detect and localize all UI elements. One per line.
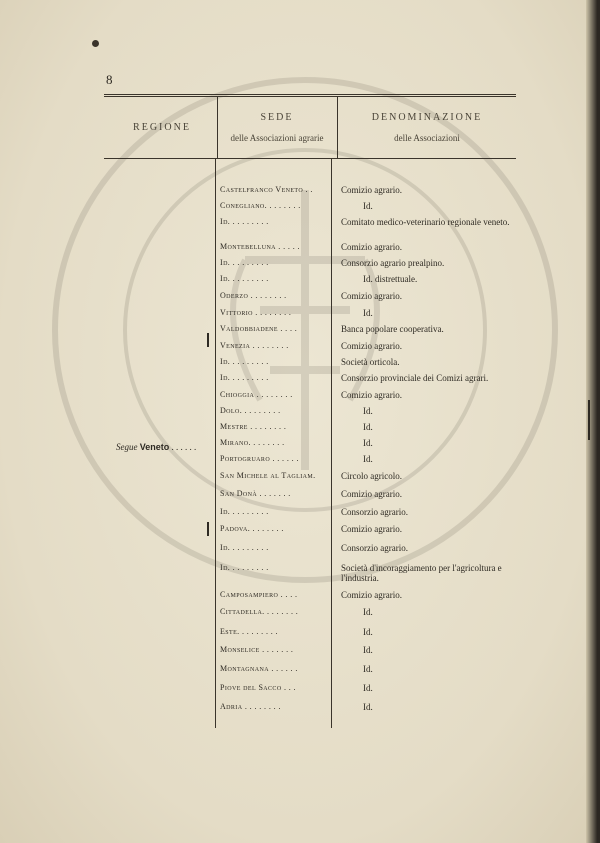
denominazione-cell: Id. distrettuale. <box>363 274 418 284</box>
sede-header-sublabel: delle Associazioni agrarie <box>230 133 324 143</box>
column-divider <box>215 158 216 728</box>
denominazione-header-sublabel: delle Associazioni <box>394 133 460 143</box>
denominazione-cell: Consorzio provinciale dei Comizi agrari. <box>341 373 489 383</box>
sede-cell: Conegliano. . . . . . . . <box>220 201 301 210</box>
regione-header-label: REGIONE <box>133 122 191 133</box>
sede-cell: Id. . . . . . . . . <box>220 357 269 366</box>
table-row <box>220 291 520 309</box>
region-dots: . . . . . . <box>171 442 197 452</box>
margin-mark <box>588 400 590 440</box>
table-top-rule <box>104 94 516 95</box>
sede-cell: San Michele al Tagliam. <box>220 471 316 480</box>
table-row <box>220 607 520 625</box>
table-top-rule-double <box>104 96 516 97</box>
denominazione-header-label: DENOMINAZIONE <box>371 112 483 123</box>
denominazione-cell: Id. <box>363 406 373 416</box>
sede-cell: Castelfranco Veneto . . <box>220 185 313 194</box>
table-row <box>220 324 520 342</box>
sede-cell: Portogruaro . . . . . . <box>220 454 299 463</box>
denominazione-cell: Id. <box>363 454 373 464</box>
region-prefix: Segue <box>116 442 138 452</box>
denominazione-cell: Id. <box>363 645 373 655</box>
sede-cell: Dolo. . . . . . . . . <box>220 406 281 415</box>
table-row <box>220 274 520 292</box>
sede-cell: Vittorio . . . . . . . . <box>220 308 292 317</box>
table-row <box>220 507 520 525</box>
ink-dot <box>92 40 99 47</box>
table-row <box>220 590 520 608</box>
table-row <box>220 543 520 561</box>
denominazione-cell: Consorzio agrario. <box>341 543 408 553</box>
denominazione-cell: Comizio agrario. <box>341 489 402 499</box>
sede-cell: Cittadella. . . . . . . . <box>220 607 299 616</box>
denominazione-cell: Id. <box>363 422 373 432</box>
denominazione-cell: Id. <box>363 607 373 617</box>
denominazione-cell: Comizio agrario. <box>341 341 402 351</box>
margin-mark <box>207 333 209 347</box>
denominazione-cell: Id. <box>363 683 373 693</box>
sede-cell: Id. . . . . . . . . <box>220 507 269 516</box>
denominazione-cell: Comizio agrario. <box>341 185 402 195</box>
denominazione-cell: Comizio agrario. <box>341 390 402 400</box>
denominazione-cell: Id. <box>363 702 373 712</box>
table-row <box>220 471 520 489</box>
sede-cell: Id. . . . . . . . . <box>220 563 269 572</box>
sede-cell: Monselice . . . . . . . <box>220 645 294 654</box>
denominazione-cell: Circolo agricolo. <box>341 471 402 481</box>
sede-cell: Oderzo . . . . . . . . <box>220 291 287 300</box>
sede-cell: Montebelluna . . . . . <box>220 242 300 251</box>
sede-cell: Padova. . . . . . . . <box>220 524 284 533</box>
table-row <box>220 489 520 507</box>
table-row <box>220 645 520 663</box>
region-label <box>116 442 196 452</box>
denominazione-cell: Comizio agrario. <box>341 524 402 534</box>
table-row <box>220 627 520 645</box>
denominazione-cell: Comitato medico-veterinario regionale veneto. <box>341 217 510 227</box>
denominazione-cell: Banca popolare cooperativa. <box>341 324 444 334</box>
sede-cell: San Donà . . . . . . . <box>220 489 291 498</box>
sede-cell: Mirano. . . . . . . . <box>220 438 285 447</box>
column-header-sede <box>218 112 336 143</box>
table-row <box>220 683 520 701</box>
sede-header-label: SEDE <box>260 112 294 123</box>
column-header-regione <box>108 122 216 133</box>
sede-cell: Id. . . . . . . . . <box>220 258 269 267</box>
column-header-denominazione <box>338 112 516 143</box>
denominazione-cell: Id. <box>363 627 373 637</box>
sede-cell: Id. . . . . . . . . <box>220 373 269 382</box>
denominazione-cell: Id. <box>363 308 373 318</box>
denominazione-cell: Id. <box>363 201 373 211</box>
sede-cell: Camposampiero . . . . <box>220 590 298 599</box>
denominazione-cell: Id. <box>363 664 373 674</box>
denominazione-cell: Id. <box>363 438 373 448</box>
margin-mark <box>207 522 209 536</box>
denominazione-cell: Consorzio agrario. <box>341 507 408 517</box>
sede-cell: Este. . . . . . . . . <box>220 627 278 636</box>
sede-cell: Id. . . . . . . . . <box>220 543 269 552</box>
sede-cell: Chioggia . . . . . . . . <box>220 390 293 399</box>
sede-cell: Valdobbiadene . . . . <box>220 324 298 333</box>
sede-cell: Id. . . . . . . . . <box>220 217 269 226</box>
denominazione-cell: Comizio agrario. <box>341 590 402 600</box>
denominazione-cell: Società d'incoraggiamento per l'agricoltura e l'industria. <box>341 563 502 583</box>
table-row <box>220 217 520 235</box>
sede-cell: Id. . . . . . . . . <box>220 274 269 283</box>
denominazione-cell: Consorzio agrario prealpino. <box>341 258 445 268</box>
table-row <box>220 373 520 391</box>
page-number: 8 <box>106 72 113 87</box>
sede-cell: Montagnana . . . . . . <box>220 664 298 673</box>
table-row <box>220 563 520 581</box>
table-row <box>220 702 520 720</box>
denominazione-cell: Comizio agrario. <box>341 242 402 252</box>
region-name: Veneto <box>139 442 170 452</box>
denominazione-cell: Società orticola. <box>341 357 400 367</box>
sede-cell: Mestre . . . . . . . . <box>220 422 287 431</box>
table-row <box>220 454 520 472</box>
table-row <box>220 524 520 542</box>
table-row <box>220 664 520 682</box>
sede-cell: Piove del Sacco . . . <box>220 683 296 692</box>
table-header-rule <box>104 158 516 159</box>
denominazione-cell: Comizio agrario. <box>341 291 402 301</box>
sede-cell: Adria . . . . . . . . <box>220 702 281 711</box>
sede-cell: Venezia . . . . . . . . <box>220 341 289 350</box>
